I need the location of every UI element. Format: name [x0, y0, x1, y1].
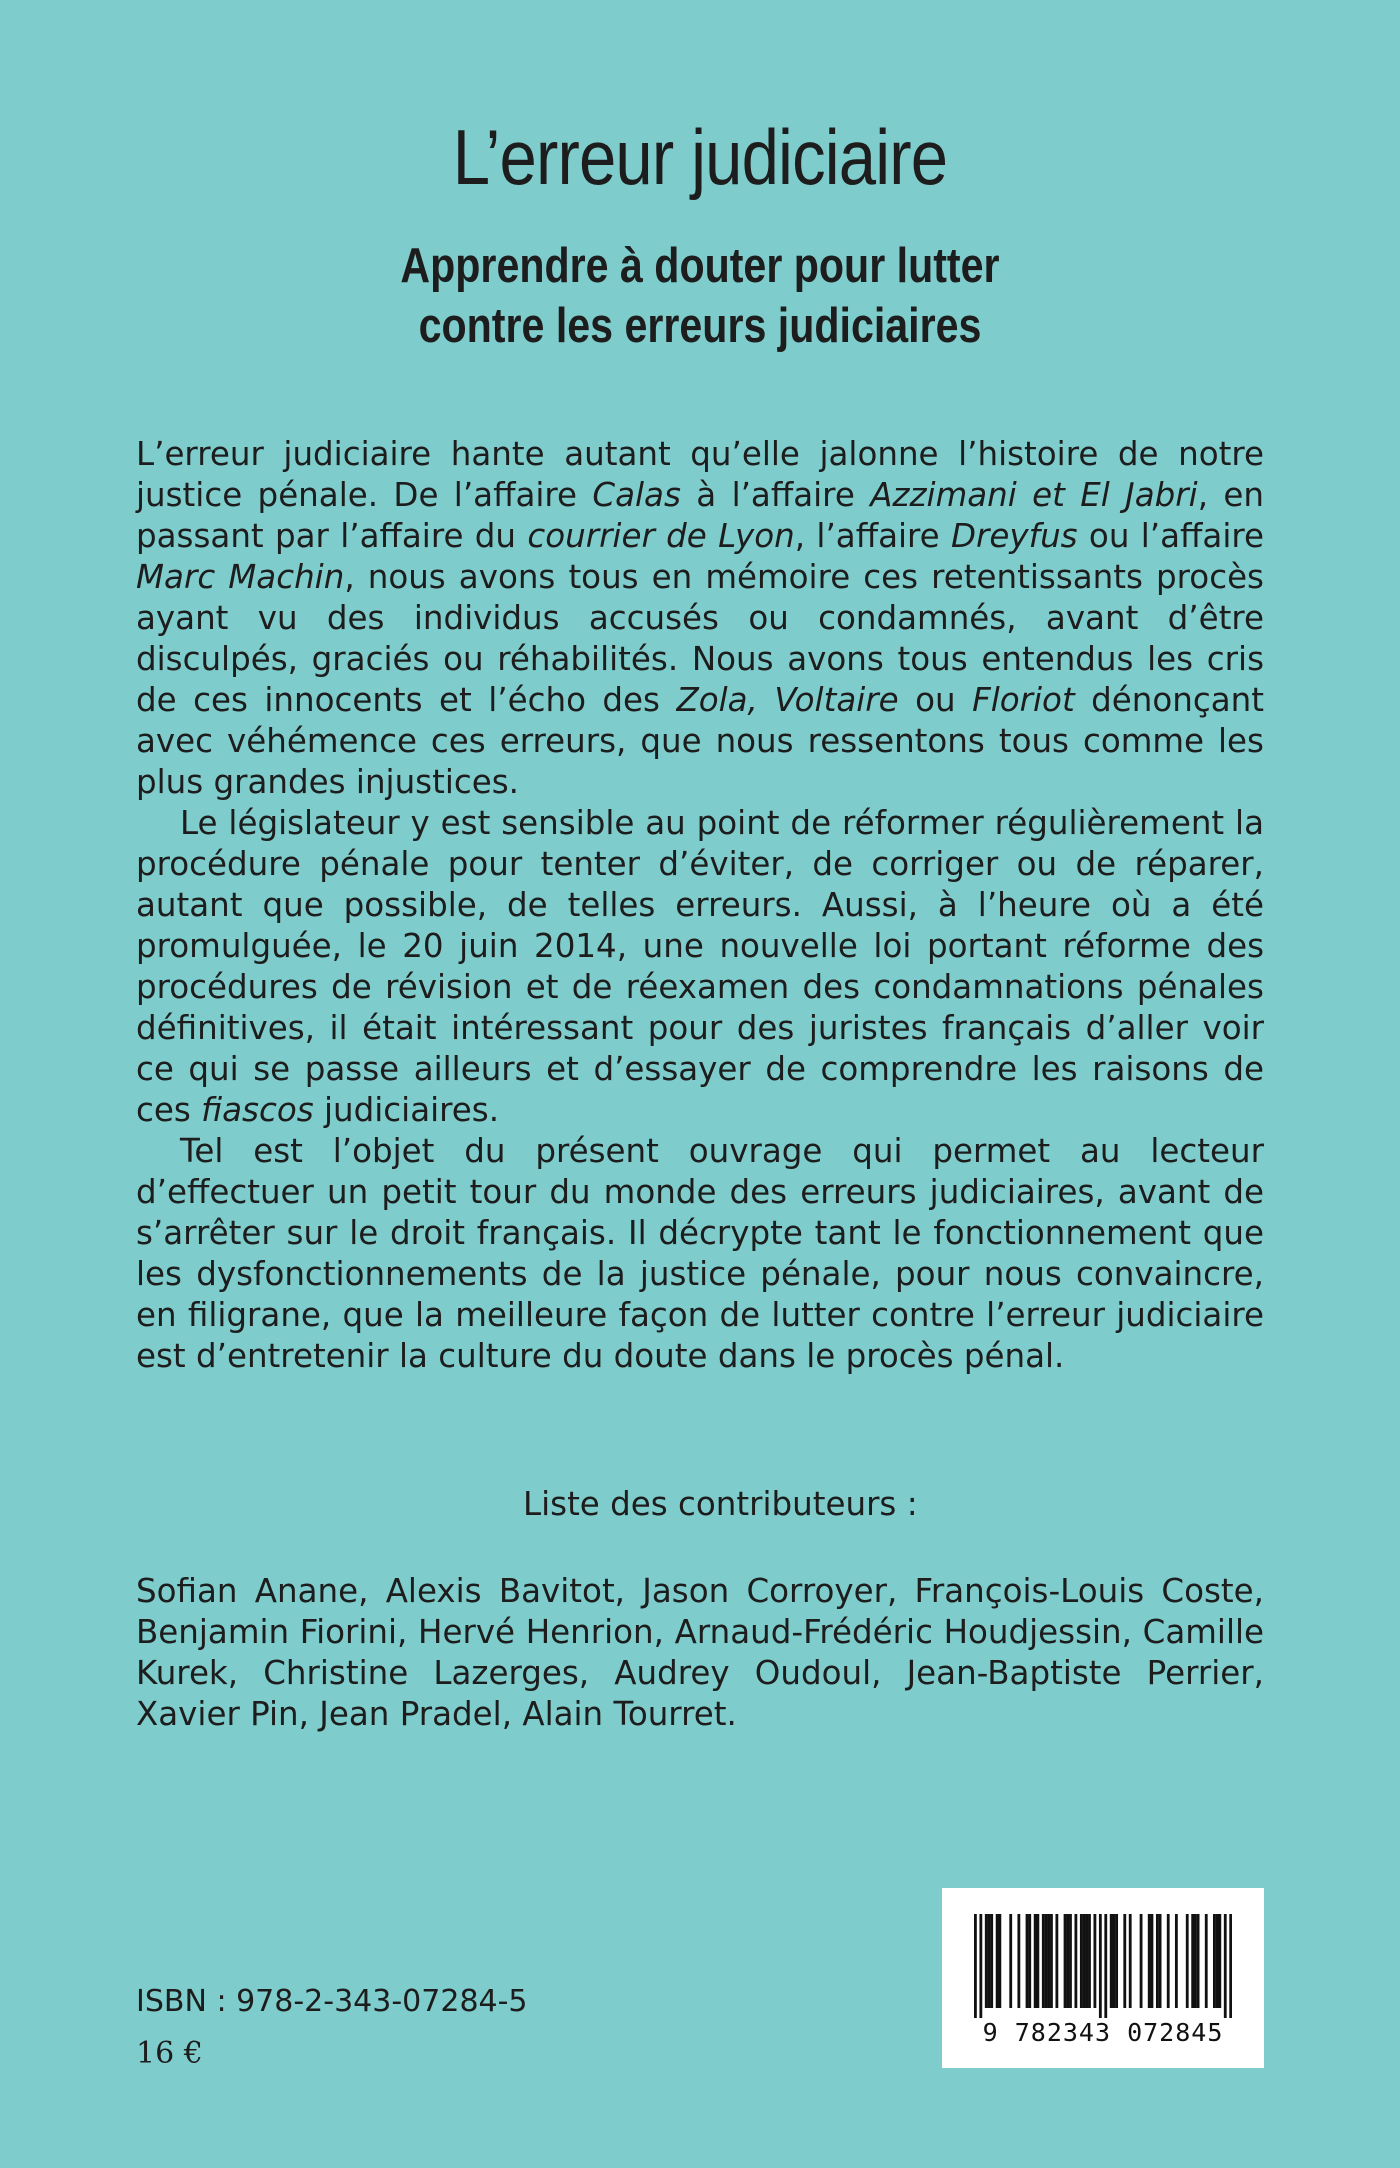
barcode-bar — [1159, 1914, 1162, 2008]
barcode-bar — [1167, 1914, 1170, 2008]
barcode-bar — [1110, 1914, 1113, 2008]
blurb — [136, 434, 1264, 1377]
blurb-paragraph-1: L’erreur judiciaire hante autant qu’elle jalonne l’histoire de notre justice pénale. De l’affaire Calas à l’affaire Azzimani et El Jabri, en passant par l’affaire du courrier de Lyon, l’affaire Dreyfus ou l’affaire Marc Machin, nous avons tous en mémoire ces retentissants procès ayant vu des individus accusés ou condamnés, avant d’être disculpés, graciés ou réhabilités. Nous avons tous entendus les cris de ces innocents et l’écho des Zola, Voltaire ou Floriot dénonçant avec véhémence ces erreurs, que nous ressentons tous comme les plus grandes injustices. — [136, 435, 1264, 801]
barcode-bar — [996, 1914, 999, 2008]
isbn: ISBN : 978-2-343-07284-5 — [136, 1984, 528, 2019]
barcode-bar — [1197, 1914, 1200, 2008]
barcode-bar — [1229, 1914, 1232, 2018]
blurb-paragraph-3: Tel est l’objet du présent ouvrage qui permet au lecteur d’effectuer un petit tour du monde des erreurs judiciaires, avant de s’arrêter sur le droit français. Il décrypte tant le fonctionnement que les dysfonctionnements de la justice pénale, pour nous convaincre, en filigrane, que la meilleure façon de lutter contre l’erreur judiciaire est d’entretenir la culture du doute dans le procès pénal. — [136, 1132, 1264, 1375]
barcode-bar — [1085, 1914, 1088, 2008]
barcode-bar — [1069, 1914, 1072, 2008]
case-calas: Calas — [592, 476, 681, 514]
barcode-bar — [1129, 1914, 1132, 2008]
barcode-bar — [985, 1914, 988, 2008]
names-zola-voltaire: Zola, Voltaire — [676, 681, 899, 719]
barcode-bar — [990, 1914, 993, 2008]
barcode-bar — [1064, 1914, 1067, 2008]
case-dreyfus: Dreyfus — [951, 517, 1078, 555]
barcode-bar — [988, 1914, 991, 2008]
barcode-bar — [1080, 1914, 1083, 2008]
barcode-bar — [979, 1914, 982, 2018]
barcode-bar — [1074, 1914, 1077, 2008]
barcode-bar — [1026, 1914, 1029, 2008]
price: 16 € — [136, 2036, 203, 2071]
book-subtitle — [112, 236, 1288, 356]
barcode-bar — [1042, 1914, 1045, 2008]
barcode-bar — [1066, 1914, 1069, 2008]
barcode-bar — [1123, 1914, 1126, 2008]
barcode-digits: 9 782343 072845 — [982, 2018, 1224, 2047]
barcode-bar — [1104, 1914, 1107, 2018]
name-floriot: Floriot — [972, 681, 1075, 719]
barcode-bar — [1186, 1914, 1189, 2008]
barcode-bar — [1017, 1914, 1020, 2008]
barcode-bar — [1113, 1914, 1116, 2008]
barcode-bar — [1034, 1914, 1037, 2008]
barcode-bar — [1205, 1914, 1208, 2008]
barcode-bar — [1224, 1914, 1227, 2018]
barcode-bar — [974, 1914, 977, 2018]
barcode-bar — [1083, 1914, 1086, 2008]
subtitle-line-1: Apprendre à douter pour lutter — [400, 239, 1000, 293]
barcode-bar — [1047, 1914, 1050, 2008]
barcode-bar — [1055, 1914, 1058, 2008]
case-courrier-de-lyon: courrier de Lyon — [527, 517, 795, 555]
barcode-bar — [1218, 1914, 1221, 2008]
barcode-bar — [998, 1914, 1001, 2008]
barcode-bar — [1045, 1914, 1048, 2008]
book-title: L’erreur judiciaire — [452, 113, 948, 201]
barcode-bar — [1151, 1914, 1154, 2008]
barcode-bar — [1009, 1914, 1012, 2008]
case-marc-machin: Marc Machin — [136, 558, 345, 596]
contributors-list: Sofian Anane, Alexis Bavitot, Jason Corroyer, François-Louis Coste, Benjamin Fiorini, Hervé Henrion, Arnaud-Frédéric Houdjessin, Camille Kurek, Christine Lazerges, Audrey Oudoul, Jean-Baptiste Perrier, Xavier Pin, Jean Pradel, Alain Tourret. — [136, 1572, 1264, 1733]
contributors-heading: Liste des contributeurs : — [523, 1485, 918, 1523]
barcode-bar — [1088, 1914, 1091, 2008]
barcode-bar — [1175, 1914, 1178, 2008]
barcode-bar — [1140, 1914, 1143, 2008]
barcode-bar — [1093, 1914, 1096, 2008]
barcode-bar — [1099, 1914, 1102, 2018]
word-fiascos: fiascos — [201, 1091, 314, 1129]
subtitle-line-2: contre les erreurs judiciaires — [418, 299, 982, 353]
barcode-bar — [1216, 1914, 1219, 2008]
blurb-paragraph-2: Le législateur y est sensible au point de réformer régulièrement la procédure pénale pour tenter d’éviter, de corriger ou de réparer, autant que possible, de telles erreurs. Aussi, à l’heure où a été promulguée, le 20 juin 2014, une nouvelle loi portant réforme des procédures de révision et de réexamen des condamnations pénales définitives, il était intéressant pour des juristes français d’aller voir ce qui se passe ailleurs et d’essayer de comprendre les raisons de ces fiascos judiciaires. — [136, 804, 1264, 1129]
barcode-bar — [1028, 1914, 1031, 2008]
barcode-bar — [1050, 1914, 1053, 2008]
barcode-bars — [974, 1914, 1232, 2018]
barcode-bar — [1194, 1914, 1197, 2008]
case-azzimani: Azzimani et El Jabri — [870, 476, 1198, 514]
barcode-bar — [1036, 1914, 1039, 2008]
barcode-bar — [1213, 1914, 1216, 2008]
barcode-bar — [1156, 1914, 1159, 2008]
barcode-bar — [1115, 1914, 1118, 2008]
barcode-bar — [1148, 1914, 1151, 2008]
barcode — [942, 1888, 1264, 2068]
barcode-bar — [1191, 1914, 1194, 2008]
